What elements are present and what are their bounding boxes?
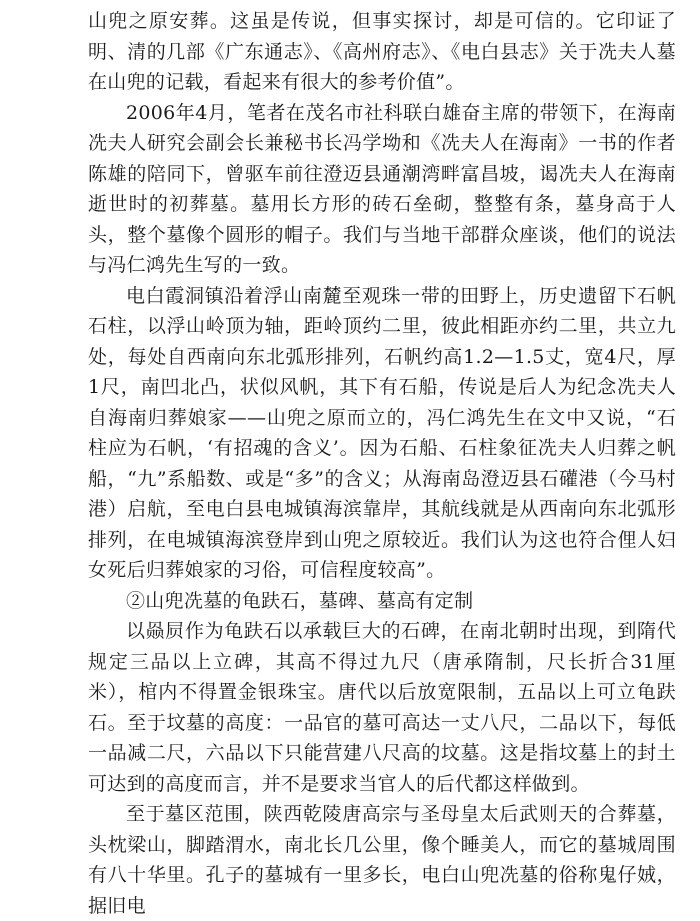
document-page [88, 6, 676, 921]
paragraph-p3: 电白霞洞镇沿着浮山南麓至观珠一带的田野上，历史遗留下石帆石柱，以浮山岭顶为轴，距岭顶约二里，彼此相距亦约二里，共立九处，每处自西南向东北弧形排列，石帆约高1.2—1.5丈，宽4尺，厚1尺，南凹北凸，状似风帆，其下有石船，传说是后人为纪念冼夫人自海南归葬娘家——山兜之原而立的，冯仁鸿先生在文中又说，“石柱应为石帆，‘有招魂的含义’。因为石船、石柱象征冼夫人归葬之帆船，“九”系船数、或是“多”的含义；从海南岛澄迈县石礶港（今马村港）启航，至电白县电城镇海滨靠岸，其航线就是从西南向东北弧形排列，在电城镇海滨登岸到山兜之原较近。我们认为这也符合俚人妇女死后归葬娘家的习俗，可信程度较高”。 [88, 284, 676, 581]
paragraph-p2: 2006年4月，笔者在茂名市社科联白雄奋主席的带领下，在海南冼夫人研究会副会长兼秘书长冯学坳和《冼夫人在海南》一书的作者陈雄的陪同下，曾驱车前往澄迈县通潮湾畔富昌坡，谒冼夫人在海南逝世时的初葬墓。墓用长方形的砖石垒砌，整整有条，墓身高于人头，整个墓像个圆形的帽子。我们与当地干部群众座谈，他们的说法与冯仁鸿先生写的一致。 [88, 101, 676, 276]
paragraph-p4: 以赑屃作为龟趺石以承载巨大的石碑，在南北朝时出现，到隋代规定三品以上立碑，其高不得过九尺（唐承隋制，尺长折合31厘米），棺内不得置金银珠宝。唐代以后放宽限制，五品以上可立龟趺石。至于坟墓的高度：一品官的墓可高达一丈八尺，二品以下，每低一品减二尺，六品以下只能营建八尺高的坟墓。这是指坟墓上的封土可达到的高度而言，并不是要求当官人的后代都这样做到。 [88, 620, 676, 795]
paragraph-p5: 至于墓区范围，陕西乾陵唐高宗与圣母皇太后武则天的合葬墓，头枕梁山，脚踏渭水，南北长几公里，像个睡美人，而它的墓城周围有八十华里。孔子的墓城有一里多长，电白山兜冼墓的俗称鬼仔娀，据旧电 [88, 803, 676, 917]
paragraph-p1: 山兜之原安葬。这虽是传说，但事实探讨，却是可信的。它印证了明、清的几部《广东通志》、《高州府志》、《电白县志》关于冼夫人墓在山兜的记载，看起来有很大的参考价值”。 [88, 10, 676, 93]
section-heading: ②山兜冼墓的龟趺石，墓碑、墓高有定制 [126, 589, 474, 612]
